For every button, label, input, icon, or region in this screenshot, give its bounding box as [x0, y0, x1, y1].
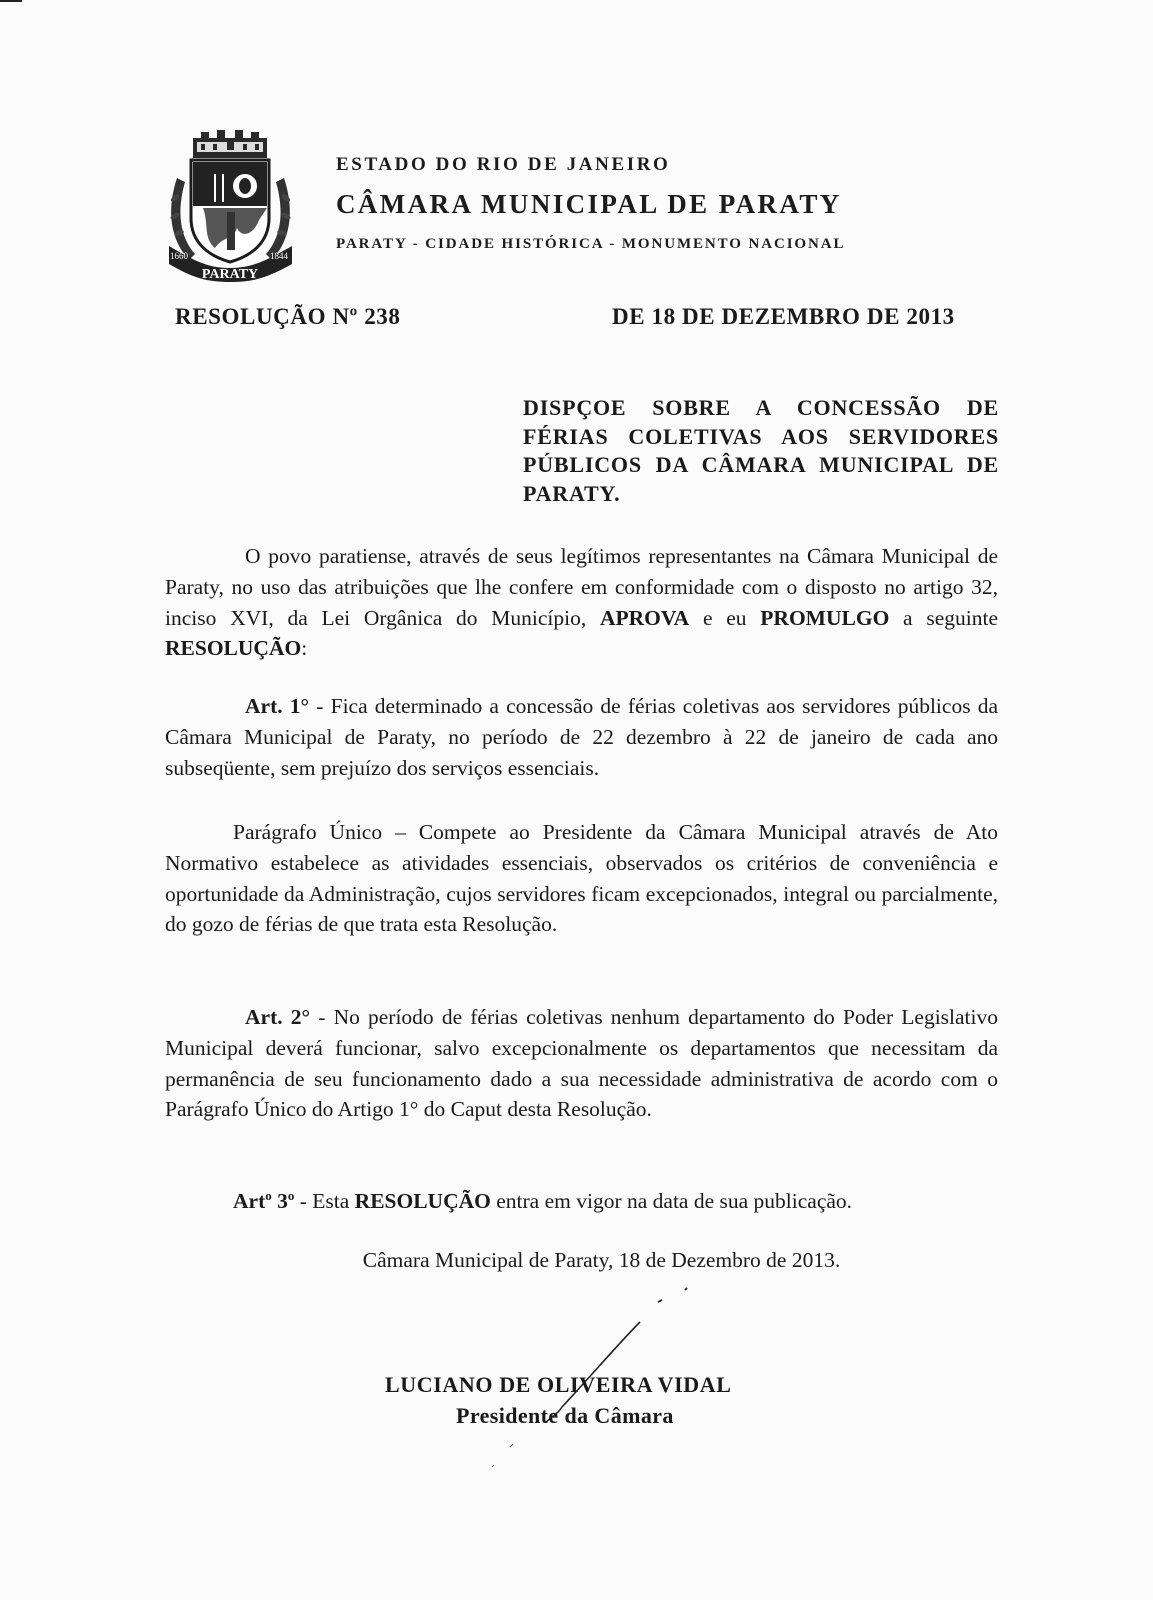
preamble-text: O povo paratiense, através de seus legítimos representantes na Câmara Municipal de Paraty, no uso das atribuições que lhe confere em conformidade com o disposto no artigo 32, inciso XVI, da Lei Orgânica do Município,: [165, 544, 998, 630]
article-3-label: [233, 1189, 294, 1213]
scan-edge-mark: [0, 0, 22, 2]
article-3-resolution-word: RESOLUÇÃO: [354, 1189, 491, 1213]
resolution-date: DE 18 DE DEZEMBRO DE 2013: [612, 304, 955, 329]
preamble-paragraph: [165, 541, 998, 664]
preamble-following: a seguinte: [903, 605, 998, 630]
article-2-label: Art. 2°: [245, 1005, 311, 1029]
article-3-label-num: 3: [277, 1189, 288, 1213]
article-3-text-before: - Esta: [299, 1189, 350, 1213]
article-2: [165, 1002, 998, 1125]
preamble-colon: :: [301, 636, 308, 661]
signatory-role: Presidente da Câmara: [456, 1403, 674, 1428]
paragrafo-unico: Parágrafo Único – Compete ao Presidente da Câmara Municipal através de Ato Normativo estabelece as atividades essenciais, observados os critérios de conveniência e oportunidade da Administração, cujos servidores ficam excepcionados, integral ou parcialmente, do gozo de férias de que trata esta Resolução.: [165, 820, 998, 937]
resolution-number: RESOLUÇÃO Nº 238: [175, 304, 401, 329]
ementa: DISPÇOE SOBRE A CONCESSÃO DE FÉRIAS COLETIVAS AOS SERVIDORES PÚBLICOS DA CÂMARA MUNICIPAL DE PARATY.: [523, 395, 999, 506]
preamble-promulgates: PROMULGO: [760, 605, 890, 630]
preamble-connector: e eu: [702, 605, 747, 630]
header-chamber: CÂMARA MUNICIPAL DE PARATY: [336, 189, 842, 219]
signatory-name: LUCIANO DE OLIVEIRA VIDAL: [385, 1372, 732, 1397]
article-1-label: Art. 1°: [245, 694, 310, 718]
article-2-text: - No período de férias coletivas nenhum departamento do Poder Legislativo Municipal deverá funcionar, salvo excepcionalmente os departamentos que necessitam da permanência de seu funcionamento dado a sua necessidade administrativa de acordo com o Parágrafo Único do Artigo 1° do Caput desta Resolução.: [165, 1005, 998, 1122]
header-state: ESTADO DO RIO DE JANEIRO: [336, 154, 671, 175]
crest-name: PARATY: [201, 267, 259, 282]
header-motto: PARATY - CIDADE HISTÓRICA - MONUMENTO NACIONAL: [336, 236, 846, 252]
crest-year-left: 1660: [170, 251, 188, 261]
article-1: [165, 691, 998, 783]
place-and-date: Câmara Municipal de Paraty, 18 de Dezembro de 2013.: [362, 1248, 841, 1272]
preamble-approves: APROVA: [600, 605, 690, 630]
article-3-text-after: entra em vigor na data de sua publicação.: [496, 1189, 853, 1213]
article-3: [165, 1186, 998, 1217]
paraty-coat-of-arms-icon: [163, 128, 298, 283]
preamble-resolution-word: RESOLUÇÃO: [165, 636, 302, 661]
article-3-label-sup: o: [265, 1187, 272, 1203]
article-1-text: - Fica determinado a concessão de férias coletivas aos servidores públicos da Câmara Municipal de Paraty, no período de 22 dezembro à 22 de janeiro de cada ano subseqüente, sem prejuízo dos serviços essenciais.: [165, 694, 999, 780]
article-3-label-num-sup: o: [287, 1187, 295, 1203]
article-3-label-main: Art: [233, 1189, 266, 1213]
crest-year-right: 1844: [270, 251, 288, 261]
